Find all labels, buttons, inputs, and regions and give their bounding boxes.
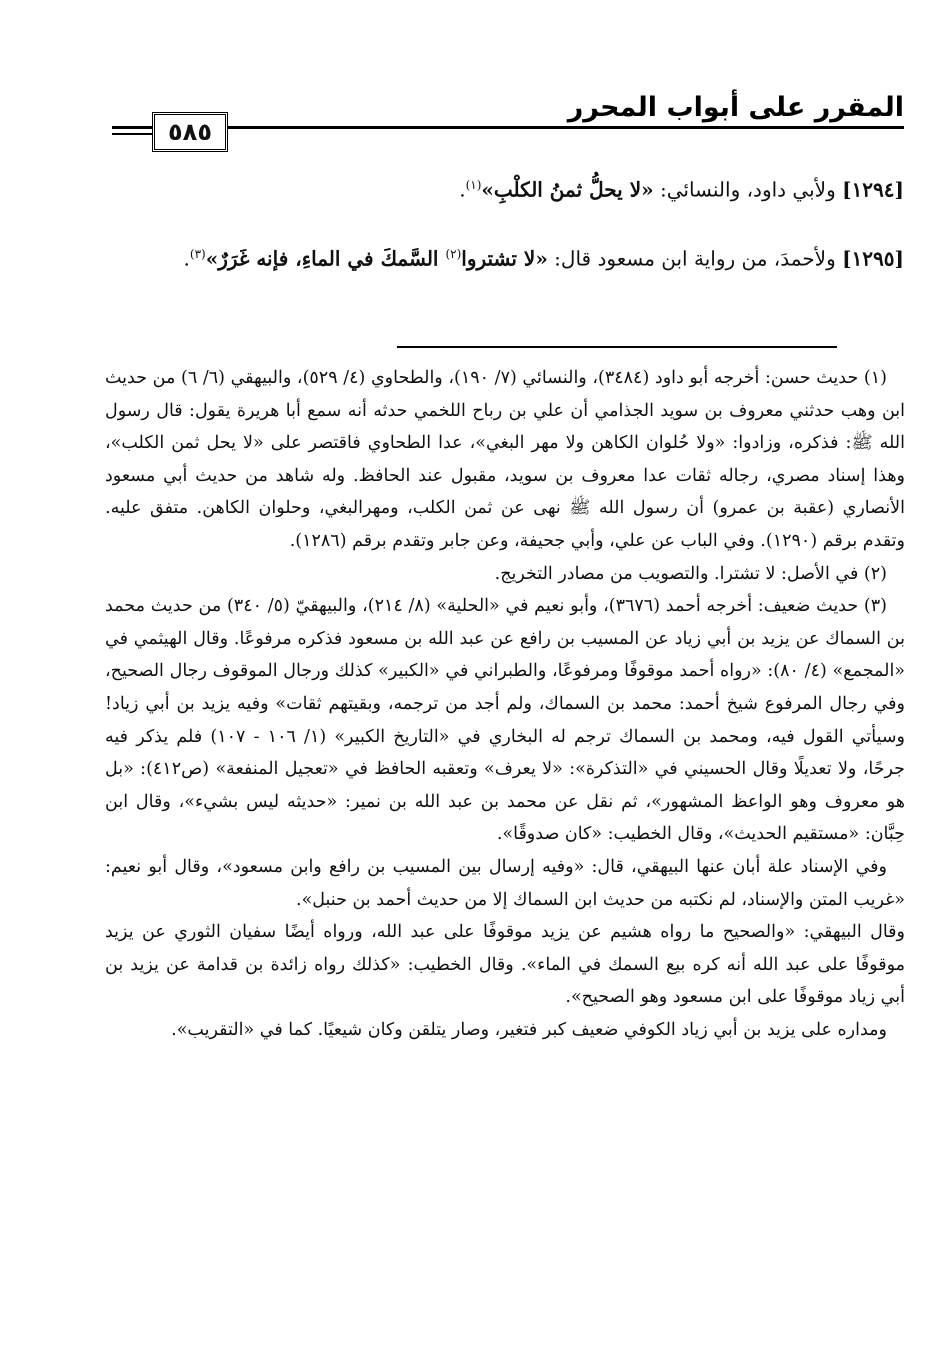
footnote-ref: (٣) <box>189 247 206 261</box>
hadith-matn: «لا يحلُّ ثمنُ الكلْبِ» <box>481 177 654 202</box>
hadith-intro: ولأحمدَ، من رواية ابن مسعود قال: <box>547 246 843 271</box>
footnote-3-continued-a: وفي الإسناد علة أبان عنها البيهقي، قال: «وفيه إرسال بين المسيب بن رافع وابن مسعود»، وقال أبو نعيم: «غريب المتن والإسناد، لم نكتبه من حديث ابن السماك إلا من حديث أحمد بن حنبل». <box>105 856 905 910</box>
footnote-3-continued-c: ومداره على يزيد بن أبي زياد الكوفي ضعيف كبر فتغير، وصار يتلقن وكان شيعيًا. كما في «التقريب». <box>171 1019 887 1040</box>
footnote-ref: (٢) <box>445 247 462 261</box>
header-rule-short <box>112 126 152 129</box>
hadith-number: [١٢٩٥] <box>842 246 904 271</box>
hadith-number: [١٢٩٤] <box>842 177 904 202</box>
header-rule <box>228 126 904 129</box>
hadith-intro: ولأبي داود، والنسائي: <box>653 177 843 202</box>
hadith-matn-part-a: «لا تشتروا <box>461 246 548 271</box>
hadith-end: . <box>459 177 466 202</box>
running-title: المقرر على أبواب المحرر <box>567 92 904 123</box>
footnote-separator <box>397 346 837 348</box>
footnote-1: (١) حديث حسن: أخرجه أبو داود (٣٤٨٤)، والنسائي (٧/ ١٩٠)، والطحاوي (٤/ ٥٢٩)، والبيهقي (٦/ ٦) من حديث ابن وهب حدثني معروف بن سويد الجذامي أن علي بن رباح اللخمي حدثه أنه سمع أبا هريرة يقول: قال رسول الله ﷺ: فذكره، وزادوا: «ولا حُلوان الكاهن ولا مهر البغي»، عدا الطحاوي فاقتصر على «لا يحل ثمن الكلب»، وهذا إسناد مصري، رجاله ثقات عدا معروف بن سويد، مقبول عند الحافظ. وله شاهد من حديث أبي مسعود الأنصاري (عقبة بن عمرو) أن رسول الله ﷺ نهى عن ثمن الكلب، ومهرالبغي، وحلوان الكاهن. متفق عليه. وتقدم برقم (١٢٩٠). وفي الباب عن علي، وأبي جحيفة، وعن جابر وتقدم برقم (١٢٨٦). <box>105 368 905 551</box>
footnotes <box>105 362 905 1046</box>
footnote-2: (٢) في الأصل: لا تشترا. والتصويب من مصادر التخريج. <box>494 563 887 584</box>
page-number: ٥٨٥ <box>152 112 228 152</box>
footnote-3-continued-b: وقال البيهقي: «والصحيح ما رواه هشيم عن يزيد موقوفًا على عبد الله، ورواه أيضًا سفيان الثوري عن يزيد موقوفًا على عبد الله أنه كره بيع السمك في الماء». وقال الخطيب: «كذلك رواه زائدة بن قدامة عن يزيد بن أبي زياد موقوفًا على ابن مسعود وهو الصحيح». <box>105 922 905 1008</box>
hadith-matn-part-b: السَّمكَ في الماءِ، فإنه غَرَرٌ» <box>205 246 446 271</box>
hadith-1294 <box>108 170 904 206</box>
header-rule-short-lower <box>112 133 152 135</box>
footnote-ref: (١) <box>465 178 482 192</box>
hadith-1295 <box>108 232 904 281</box>
footnote-3: (٣) حديث ضعيف: أخرجه أحمد (٣٦٧٦)، وأبو نعيم في «الحلية» (٨/ ٢١٤)، والبيهقيّ (٥/ ٣٤٠) من حديث محمد بن السماك عن يزيد بن أبي زياد عن المسيب بن رافع عن عبد الله بن مسعود فذكره مرفوعًا. وقال الهيثمي في «المجمع» (٤/ ٨٠): «رواه أحمد موقوفًا ومرفوعًا، والطبراني في «الكبير» كذلك ورجال الموقوف رجال الصحيح، وفي رجال المرفوع شيخ أحمد: محمد بن السماك، ولم أجد من ترجمه، وبقيتهم ثقات» وفيه يزيد بن أبي زياد! وسيأتي القول فيه، ومحمد بن السماك ترجم له البخاري في «التاريخ الكبير» (١/ ١٠٦ - ١٠٧) فلم يذكر فيه جرحًا، ولا تعديلًا وقال الحسيني في «التذكرة»: «لا يعرف» وتعقبه الحافظ في «تعجيل المنفعة» (ص٤١٢): «بل هو معروف وهو الواعظ المشهور»، ثم نقل عن محمد بن عبد الله بن نمير: «حديثه ليس بشيء»، وقال ابن حِبَّان: «مستقيم الحديث»، وقال الخطيب: «كان صدوقًا». <box>105 596 906 845</box>
hadith-end: . <box>183 246 190 271</box>
page-header <box>112 90 904 152</box>
